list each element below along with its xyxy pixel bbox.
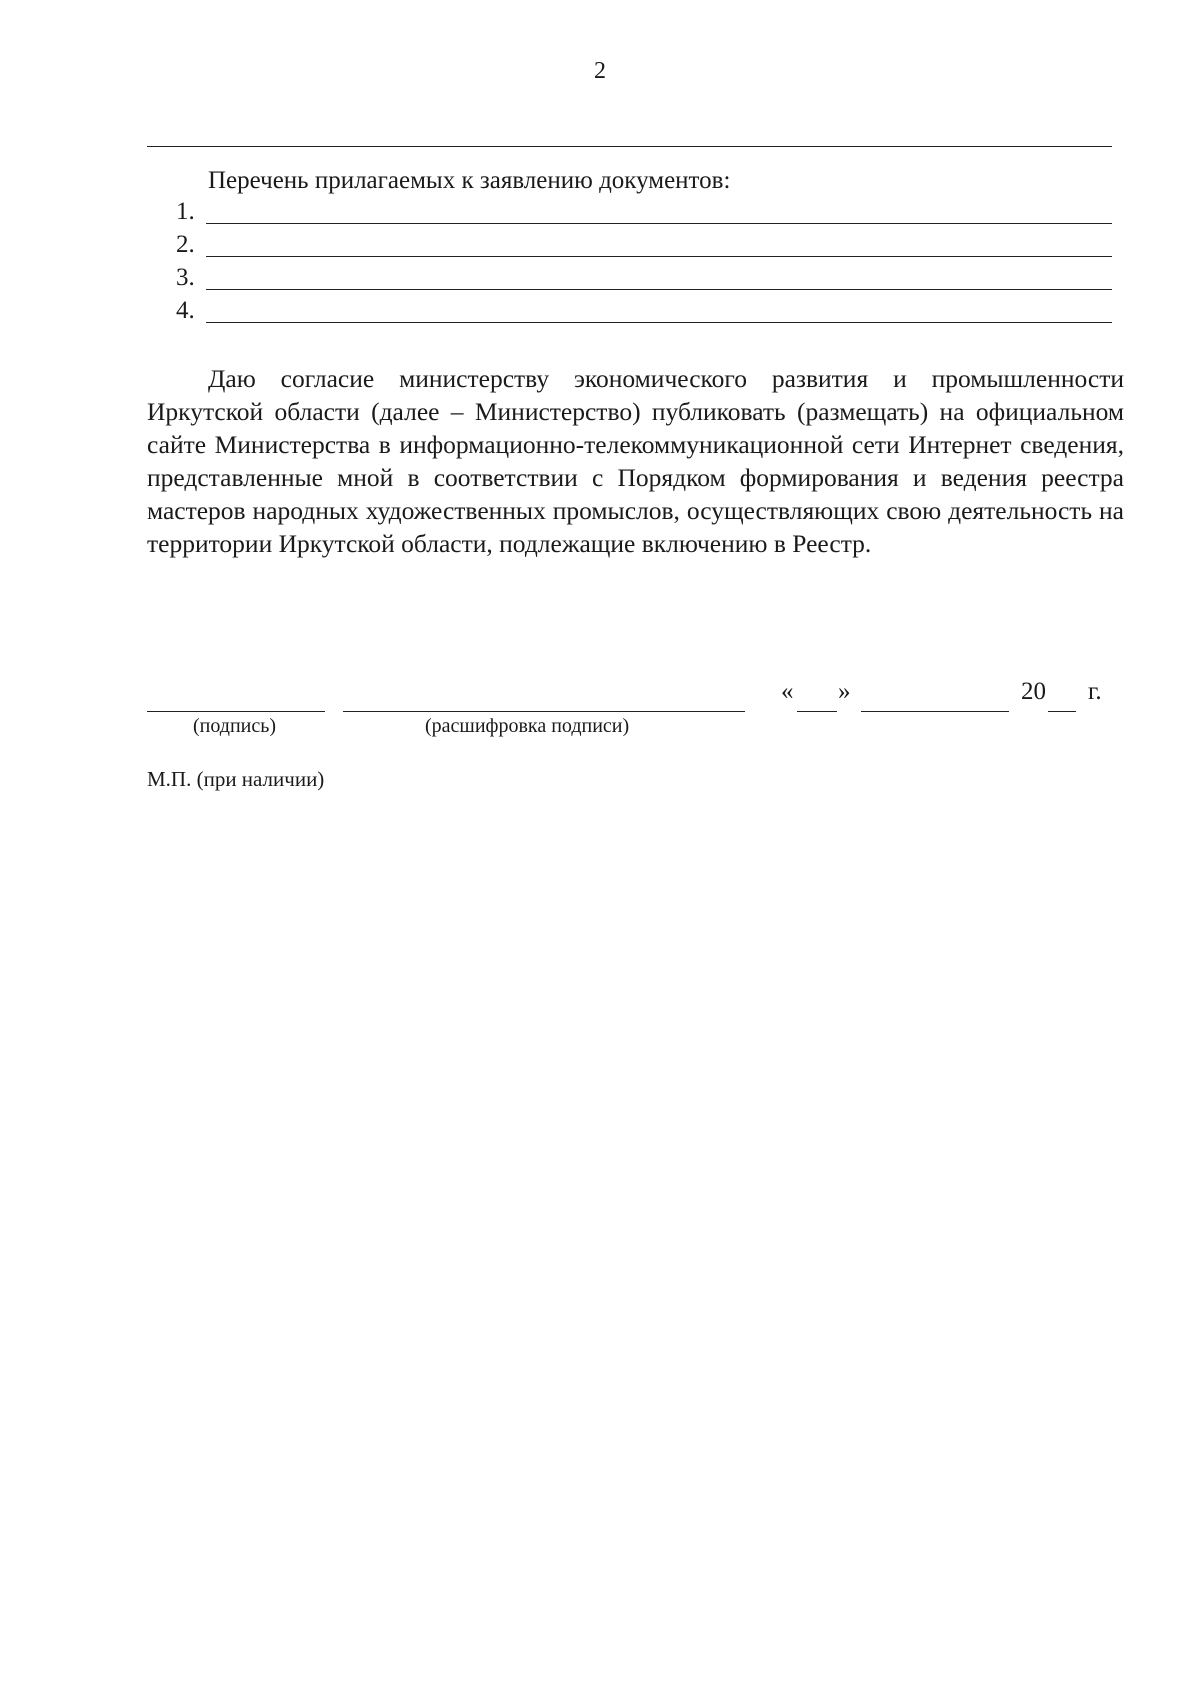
attachment-number: 2. [176,231,195,258]
attachment-line-3[interactable] [176,264,1112,296]
top-rule [147,146,1112,147]
page-number: 2 [594,58,606,84]
signature-line[interactable] [147,711,325,712]
attachment-line-4[interactable] [176,297,1112,329]
attachment-fill-rule [206,289,1112,290]
date-day-line[interactable] [797,711,837,712]
attachment-fill-rule [206,322,1112,323]
consent-paragraph: Даю согласие министерству экономического развития и промышленности Иркутской области (далее – Министерство) публиковать (размещать) на официальном сайте Министерства в информационно-телекоммуникационной сети Интернет сведения, представленные мной в соответствии с Порядком формирования и ведения реестра мастеров народных художественных промыслов, осуществляющих свою деятельность на территории Иркутской области, подлежащие включению в Реестр. [147,364,1124,558]
date-year-prefix: 20 [1021,678,1046,705]
attachment-line-2[interactable] [176,231,1112,263]
attachment-number: 3. [176,264,195,291]
attachment-line-1[interactable] [176,198,1112,230]
date-year-line[interactable] [1048,711,1076,712]
attachment-fill-rule [206,256,1112,257]
signature-decoding-line[interactable] [343,711,745,712]
attachment-number: 1. [176,198,195,225]
date-quote-close: » [838,678,851,705]
date-quote-open: « [781,678,794,705]
attachment-number: 4. [176,297,195,324]
date-year-suffix: г. [1088,678,1102,705]
attachment-fill-rule [206,223,1112,224]
date-month-line[interactable] [861,711,1009,712]
attachments-heading: Перечень прилагаемых к заявлению документов: [208,167,731,194]
signature-caption: (подпись) [193,715,277,737]
seal-note: М.П. (при наличии) [147,767,325,791]
signature-decoding-caption: (расшифровка подписи) [425,715,630,737]
